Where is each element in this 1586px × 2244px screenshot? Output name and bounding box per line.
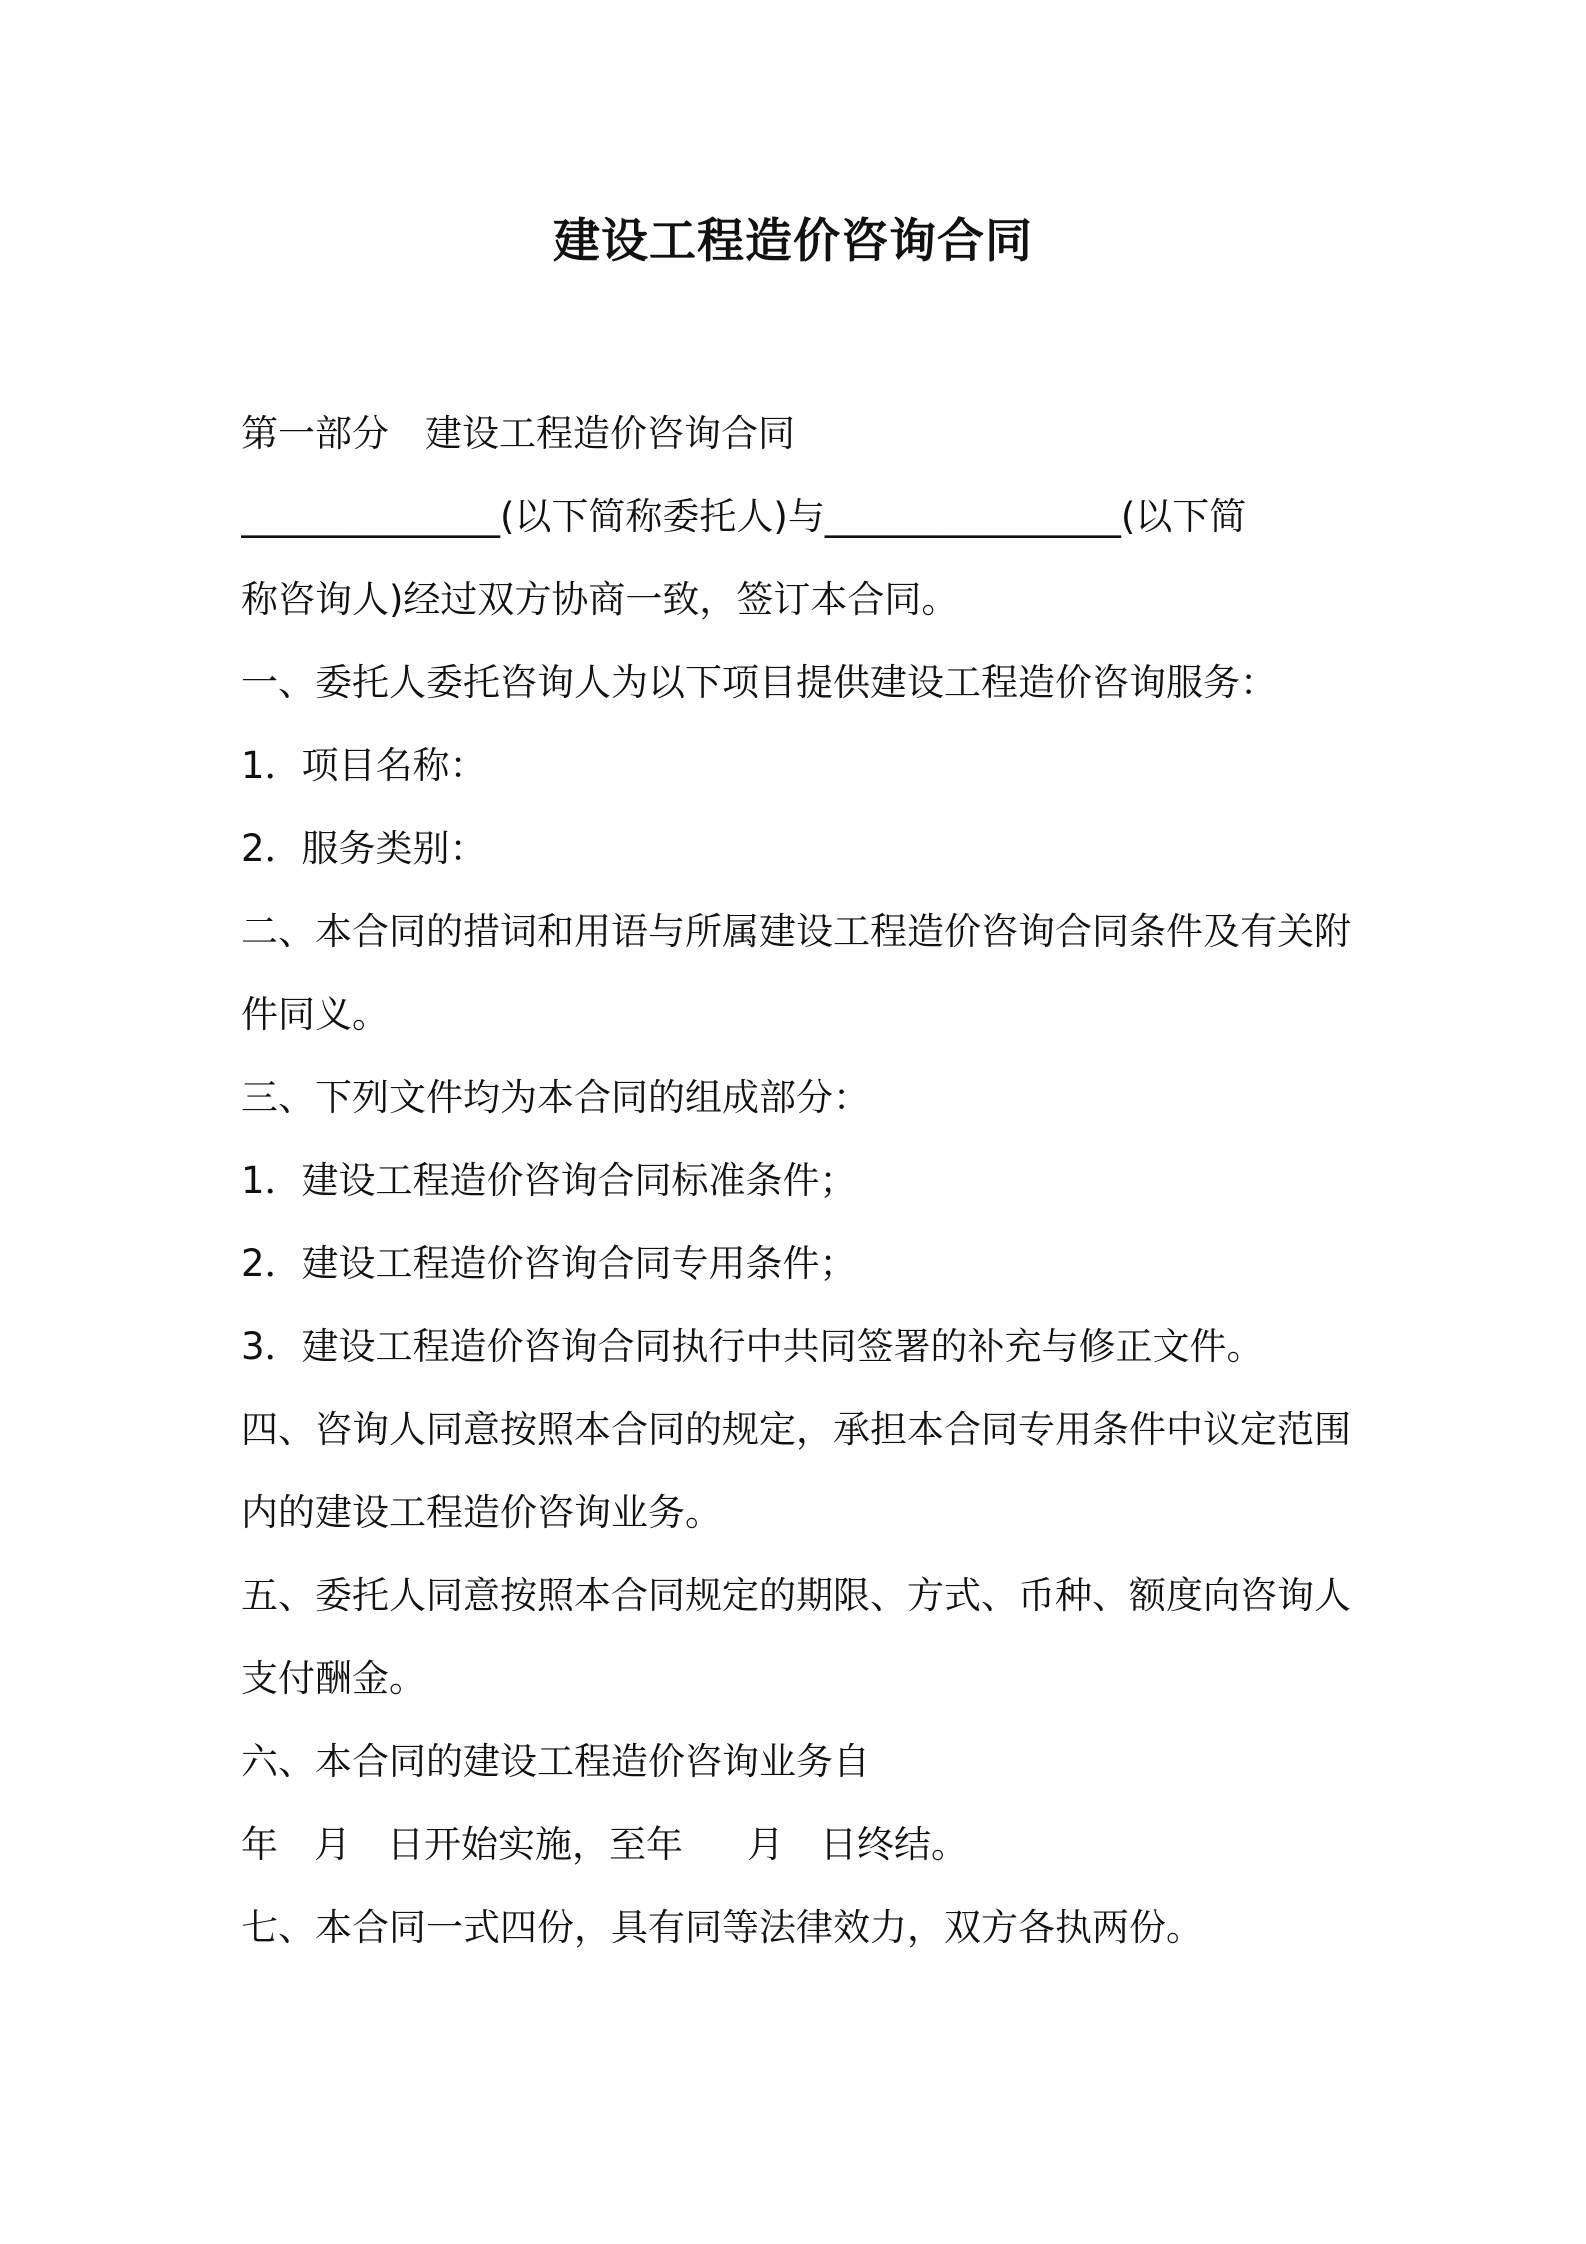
clause-6-date-line	[241, 1821, 1361, 1869]
clause-1-item-1: 1．项目名称：	[241, 744, 487, 787]
clause-4-line-1: 四、咨询人同意按照本合同的规定，承担本合同专用条件中议定范围	[241, 1408, 1351, 1451]
date-day-start: 日开始实施，至年	[387, 1823, 683, 1866]
date-month-end: 月	[747, 1823, 784, 1866]
parties-line-1: ______________(以下简称委托人)与________________(以下简	[241, 495, 1247, 538]
clause-1-item-2: 2．服务类别：	[241, 827, 487, 870]
clause-5-line-1: 五、委托人同意按照本合同规定的期限、方式、币种、额度向咨询人	[241, 1574, 1351, 1617]
clause-2-line-1: 二、本合同的措词和用语与所属建设工程造价咨询合同条件及有关附	[241, 910, 1351, 953]
part-heading-label: 第一部分	[241, 412, 389, 455]
clause-1: 一、委托人委托咨询人为以下项目提供建设工程造价咨询服务：	[241, 661, 1277, 704]
clause-2-line-2: 件同义。	[241, 993, 389, 1036]
parties-line-2: 称咨询人)经过双方协商一致，签订本合同。	[241, 578, 959, 621]
document-title: 建设工程造价咨询合同	[553, 214, 1033, 269]
clause-3-item-1: 1．建设工程造价咨询合同标准条件；	[241, 1159, 857, 1202]
part-heading-text: 建设工程造价咨询合同	[425, 412, 795, 455]
clause-6-line-1: 六、本合同的建设工程造价咨询业务自	[241, 1740, 870, 1783]
clause-7: 七、本合同一式四份，具有同等法律效力，双方各执两份。	[241, 1906, 1203, 1949]
document-body	[241, 410, 1361, 1987]
clause-5-line-2: 支付酬金。	[241, 1657, 426, 1700]
date-day-end: 日终结。	[820, 1823, 968, 1866]
clause-3-item-3: 3．建设工程造价咨询合同执行中共同签署的补充与修正文件。	[241, 1325, 1264, 1368]
part-heading	[241, 410, 1361, 458]
clause-3: 三、下列文件均为本合同的组成部分：	[241, 1076, 870, 1119]
clause-3-item-2: 2．建设工程造价咨询合同专用条件；	[241, 1242, 857, 1285]
clause-4-line-2: 内的建设工程造价咨询业务。	[241, 1491, 722, 1534]
date-month-start: 月	[314, 1823, 351, 1866]
date-year-start: 年	[241, 1823, 278, 1866]
